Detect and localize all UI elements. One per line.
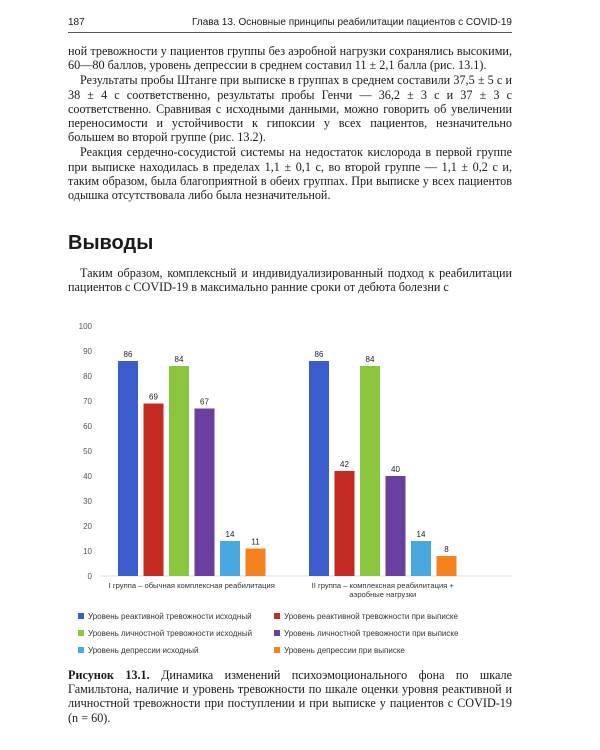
caption-text: Динамика изменений психоэмоционального фона по шкале Гамильтона, наличие и уровень тревожности по шкале оценки уровня реактивной и личностной тревожности при поступлении и при выписке у пациентов с COVID-19 (n = 60). — [68, 668, 513, 725]
chart-bar — [411, 541, 431, 576]
caption-label: Рисунок 13.1. — [68, 668, 150, 682]
y-tick-label: 70 — [83, 397, 92, 406]
page-number: 187 — [68, 17, 85, 28]
page-header — [68, 16, 512, 33]
y-tick-label: 90 — [83, 347, 92, 356]
chart-bar — [169, 366, 189, 576]
body-paragraph: Результаты пробы Штанге при выписке в группах в среднем составили 37,5 ± 5 с и 38 ± 4 с соответственно, результаты пробы Генчи — 36,2 ± 3 с и 37 ± 3 с соответственно. Сравнивая с исходными данными, можно говорить об увеличении переносимости и устойчивости к гипоксии у всех пациентов, незначительно большем во второй группе (рис. 13.2). — [68, 73, 512, 145]
y-tick-label: 60 — [83, 422, 92, 431]
section-paragraph: Таким образом, комплексный и индивидуализированный подход к реабилитации пациентов с COVID-19 в максимально ранние сроки от дебюта болезни с — [68, 266, 512, 295]
legend-swatch — [78, 613, 84, 619]
chart-bar — [386, 476, 406, 576]
chart-bar — [118, 361, 138, 576]
body-text — [68, 44, 512, 203]
y-tick-label: 10 — [83, 547, 92, 556]
chart-bar — [246, 549, 266, 577]
bar-value-label: 84 — [365, 355, 375, 364]
legend-swatch — [78, 630, 84, 636]
y-tick-label: 100 — [78, 322, 92, 331]
bar-value-label: 69 — [149, 392, 158, 402]
bar-value-label: 42 — [340, 460, 349, 469]
legend-label: Уровень депрессии исходный — [88, 646, 199, 655]
chart-bar — [195, 409, 215, 577]
legend-swatch — [78, 647, 84, 653]
bar-value-label: 67 — [200, 397, 209, 407]
legend-label: Уровень личностной тревожности исходный — [88, 629, 253, 638]
legend-label: Уровень реактивной тревожности исходный — [88, 612, 252, 621]
legend-swatch — [274, 630, 280, 636]
chart-bar — [144, 404, 164, 577]
category-label: II группа – комплексная реабилитация + — [311, 581, 454, 590]
legend-label: Уровень личностной тревожности при выписке — [284, 629, 459, 638]
bar-value-label: 14 — [416, 530, 426, 539]
legend-item — [78, 629, 252, 638]
section-title: Выводы — [68, 232, 154, 254]
legend-swatch — [274, 647, 280, 653]
chart-bar — [335, 471, 355, 576]
bar-value-label: 84 — [174, 355, 184, 364]
y-tick-label: 30 — [83, 497, 92, 506]
legend-item — [274, 646, 405, 655]
y-tick-label: 40 — [83, 472, 92, 481]
chart-bar — [309, 361, 329, 576]
bar-chart — [60, 312, 520, 608]
bar-value-label: 11 — [251, 537, 260, 547]
body-paragraph: Реакция сердечно-сосудистой системы на недостаток кислорода в первой группе при выписке находилась в пределах 1,1 ± 0,1 с, во второй группе — 1,1 ± 0,2 с и, таким образом, была благоприятной в обеих группах. При выписке у всех пациентов одышка отсутствовала либо была незначительной. — [68, 145, 512, 203]
y-tick-label: 50 — [83, 447, 92, 456]
body-paragraph: ной тревожности у пациентов группы без аэробной нагрузки сохранялись высокими, 60—80 баллов, уровень депрессии в среднем составил 11 ± 2,1 балла (рис. 13.1). — [68, 44, 512, 73]
bar-value-label: 14 — [225, 530, 235, 539]
chart-bar — [437, 556, 457, 576]
y-tick-label: 80 — [83, 372, 92, 381]
chart-svg — [60, 312, 520, 608]
legend-item — [274, 612, 458, 621]
chapter-title: Глава 13. Основные принципы реабилитации пациентов с COVID-19 — [192, 17, 512, 28]
legend-item — [78, 612, 252, 621]
legend-swatch — [274, 613, 280, 619]
legend-item — [274, 629, 458, 638]
bar-value-label: 8 — [444, 545, 449, 554]
category-label: I группа – обычная комплексная реабилитация — [108, 581, 275, 590]
section-text — [68, 266, 512, 294]
legend-label: Уровень депрессии при выписке — [284, 646, 405, 655]
legend-label: Уровень реактивной тревожности при выписке — [284, 612, 458, 621]
y-tick-label: 0 — [87, 572, 92, 581]
y-tick-label: 20 — [83, 522, 92, 531]
bar-value-label: 86 — [314, 350, 324, 359]
chart-bar — [360, 366, 380, 576]
bar-value-label: 40 — [391, 465, 400, 474]
category-label: аэробные нагрузки — [349, 590, 417, 599]
bar-value-label: 86 — [123, 350, 133, 359]
legend-item — [78, 646, 199, 655]
figure-caption — [68, 668, 512, 725]
chart-bar — [220, 541, 240, 576]
